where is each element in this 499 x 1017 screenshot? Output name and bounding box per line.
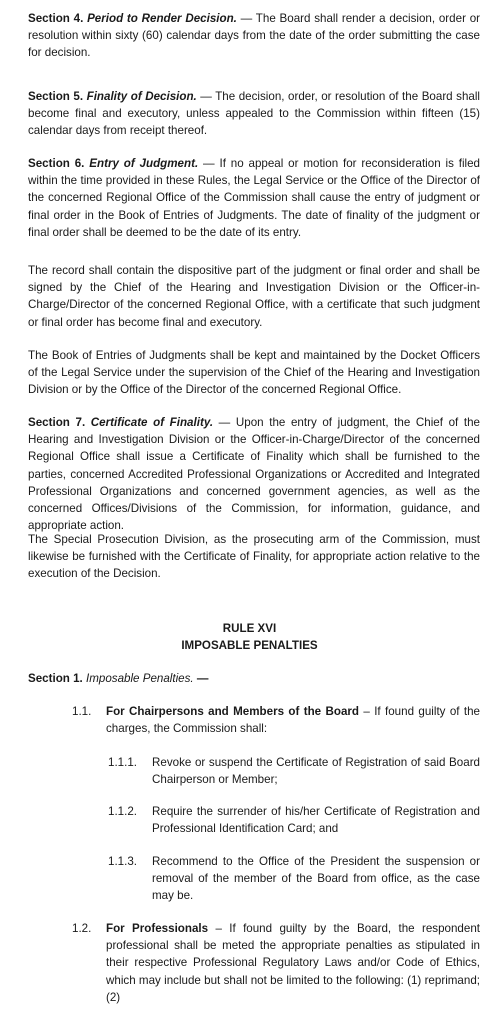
section-1-title: Imposable Penalties.: [86, 672, 194, 685]
section-7-body: — Upon the entry of judgment, the Chief of the Hearing and Investigation Division or the Officer-in-Charge/Director of the concerned Regional Office shall issue a Certificate of Finality which shall be furnished to the parties, concerned Accredited Professional Organizations or Accredited and Integrated Professional Organizations and concerned government agencies, as well as the concerned Offices/Divisions of the Commission, for information, guidance, and appropriate action.: [28, 416, 481, 533]
item-1-1-3-number: 1.1.3.: [108, 855, 138, 868]
section-4-body: — The Board shall render a decision, order or resolution within sixty (60) calendar days from the date of the order submitting the case for decision.: [28, 12, 480, 60]
item-1-1-number: 1.1.: [72, 705, 92, 718]
section-7-title: Certificate of Finality.: [90, 416, 214, 429]
section-6-body: — If no appeal or motion for reconsideration is filed within the time provided in these Rules, the Legal Service or the Office of the Director of the concerned Regional Office of the Commission shall cause the entry of judgment or final order in the Book of Entries of Judgments. The date of finality of the judgment or final order shall be deemed to be the date of its entry.: [28, 157, 480, 239]
item-1-2-text: [106, 920, 480, 1006]
section-1-heading: [28, 670, 480, 687]
special-prosecution-paragraph: The Special Prosecution Division, as the prosecuting arm of the Commission, must likewise be furnished with the Certificate of Finality, for appropriate action relative to the execution of the Decision.: [28, 533, 480, 581]
section-6-title: Entry of Judgment.: [89, 157, 199, 170]
section-4-label: Section 4.: [28, 12, 84, 25]
section-1-dash: —: [193, 672, 209, 685]
item-1-1-lead: For Chairpersons and Members of the Board: [106, 705, 359, 718]
item-1-1-1-text: Revoke or suspend the Certificate of Registration of said Board Chairperson or Member;: [152, 756, 480, 787]
item-1-1-1-number: 1.1.1.: [108, 756, 138, 769]
item-1-1-3-text: Recommend to the Office of the President the suspension or removal of the member of the Board from office, as the case may be.: [152, 855, 480, 903]
rule-number: RULE XVI: [222, 622, 277, 635]
section-1-label: Section 1.: [28, 672, 83, 685]
section-4-paragraph: [28, 10, 480, 62]
item-1-1-2-text: Require the surrender of his/her Certificate of Registration and Professional Identification Card; and: [152, 805, 480, 836]
section-5-title: Finality of Decision.: [86, 90, 197, 103]
item-1-1-2-number: 1.1.2.: [108, 805, 138, 818]
section-6-label: Section 6.: [28, 157, 85, 170]
section-5-paragraph: [28, 88, 480, 140]
item-1-2-number: 1.2.: [72, 922, 92, 935]
section-7-label: Section 7.: [28, 416, 86, 429]
item-1-2-body: – If found guilty by the Board, the respondent professional shall be meted the appropriate penalties as stipulated in their respective Professional Regulatory Laws and/or Code of Ethics, which may include but shall not be limited to the following: (1) reprimand; (2): [106, 922, 480, 1004]
section-7-paragraph: [28, 414, 480, 534]
section-6-paragraph: [28, 155, 480, 241]
record-paragraph: The record shall contain the dispositive part of the judgment or final order and shall be signed by the Chief of the Hearing and Investigation Division or the Officer-in-Charge/Director of the concerned Regional Office, with a certificate that such judgment or final order has become final and executory.: [28, 264, 480, 329]
section-4-title: Period to Render Decision.: [87, 12, 237, 25]
section-5-body: — The decision, order, or resolution of the Board shall become final and executory, unless appealed to the Commission within fifteen (15) calendar days from receipt thereof.: [28, 90, 481, 138]
rule-title: IMPOSABLE PENALTIES: [181, 639, 318, 652]
item-1-1-text: [106, 703, 480, 737]
item-1-1-body: – If found guilty of the charges, the Commission shall:: [106, 705, 480, 736]
item-1-2-lead: For Professionals: [106, 922, 209, 935]
book-of-entries-paragraph: The Book of Entries of Judgments shall be kept and maintained by the Docket Officers of the Legal Service under the supervision of the Chief of the Hearing and Investigation Division or by the Office of the Director of the concerned Regional Office.: [28, 349, 480, 397]
section-5-label: Section 5.: [28, 90, 84, 103]
